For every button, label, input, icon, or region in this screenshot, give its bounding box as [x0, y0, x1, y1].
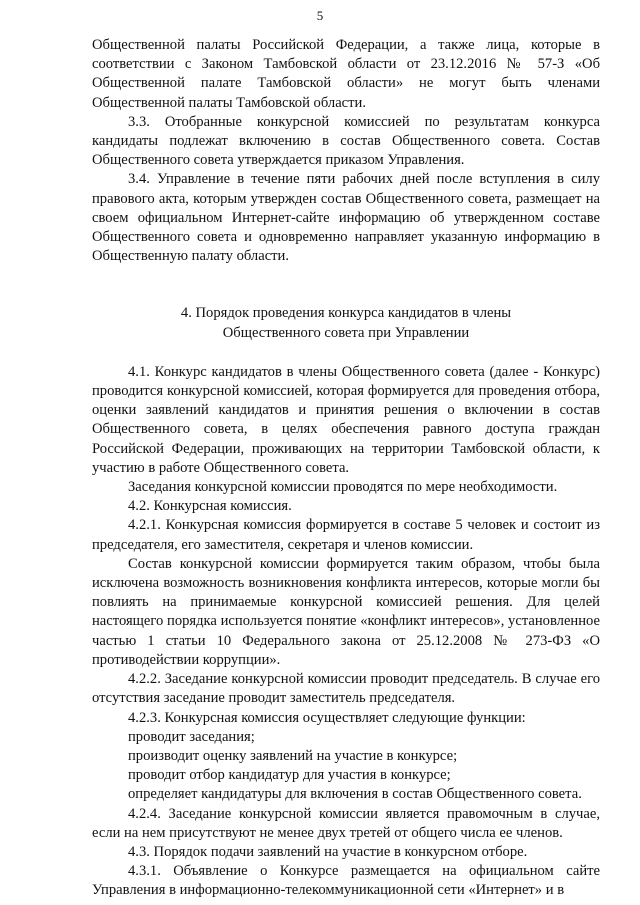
- function-item: проводит заседания;: [128, 728, 255, 745]
- paragraph-3-3: 3.3. Отобранные конкурсной комиссией по результатам конкурса кандидаты подлежат включению в состав Общественного совета. Состав Общественного совета утверждается приказом Управления.: [92, 113, 600, 169]
- paragraph-4-3-1: 4.3.1. Объявление о Конкурсе размещается на официальном сайте Управления в информационно-телекоммуникационной сети «Интернет» и в: [92, 863, 600, 899]
- paragraph-sessions: Заседания конкурсной комиссии проводятся по мере необходимости.: [128, 479, 558, 496]
- document-body: [92, 36, 600, 901]
- heading-gap: [92, 343, 600, 363]
- paragraph-4-3: 4.3. Порядок подачи заявлений на участие в конкурсном отборе.: [128, 843, 528, 860]
- paragraph-4-2: 4.2. Конкурсная комиссия.: [128, 498, 292, 515]
- section-heading-line-2: Общественного совета при Управлении: [222, 324, 470, 341]
- section-gap: [92, 266, 600, 304]
- paragraph-3-4: 3.4. Управление в течение пяти рабочих дней после вступления в силу правового акта, которым утвержден состав Общественного совета, размещает на своем официальном Интернет-сайте информацию об утвержденном составе Общественного совета и одновременно направляет указанную информацию в Общественную палату области.: [92, 171, 600, 265]
- paragraph-4-1: 4.1. Конкурс кандидатов в члены Общественного совета (далее - Конкурс) проводится конкурсной комиссией, которая формируется для проведения отбора, оценки заявлений кандидатов и принятия решения о включении в состав Общественного совета, в целях обеспечения равного доступа граждан Российской Федерации, проживающих на территории Тамбовской области, к участию в работе Общественного совета.: [92, 363, 600, 476]
- paragraph-4-2-2: 4.2.2. Заседание конкурсной комиссии проводит председатель. В случае его отсутствия заседание проводит заместитель председателя.: [92, 671, 600, 707]
- paragraph-4-2-1: 4.2.1. Конкурсная комиссия формируется в составе 5 человек и состоит из председателя, его заместителя, секретаря и членов комиссии.: [92, 517, 600, 553]
- paragraph-4-2-4: 4.2.4. Заседание конкурсной комиссии является правомочным в случае, если на нем присутствуют не менее двух третей от общего числа ее членов.: [92, 805, 600, 841]
- function-item: проводит отбор кандидатур для участия в конкурсе;: [128, 767, 451, 784]
- paragraph-continuation: Общественной палаты Российской Федерации, а также лица, которые в соответствии с Законом Тамбовской области от 23.12.2016 № 57-З «Об Общественной палате Тамбовской области» не могут быть членами Общественной палаты Тамбовской области.: [92, 37, 600, 111]
- function-item: производит оценку заявлений на участие в конкурсе;: [128, 747, 458, 764]
- paragraph-4-2-3: 4.2.3. Конкурсная комиссия осуществляет следующие функции:: [128, 709, 526, 726]
- paragraph-conflict: Состав конкурсной комиссии формируется таким образом, чтобы была исключена возможность возникновения конфликта интересов, которые могли бы повлиять на принимаемые конкурсной комиссией решения. Для целей настоящего порядка используется понятие «конфликт интересов», установленное частью 1 статьи 10 Федерального закона от 25.12.2008 № 273-ФЗ «О противодействии коррупции».: [92, 555, 600, 668]
- page-number: 5: [316, 8, 324, 23]
- function-item: определяет кандидатуры для включения в состав Общественного совета.: [128, 786, 582, 803]
- section-heading-line-1: 4. Порядок проведения конкурса кандидатов в члены: [180, 305, 512, 322]
